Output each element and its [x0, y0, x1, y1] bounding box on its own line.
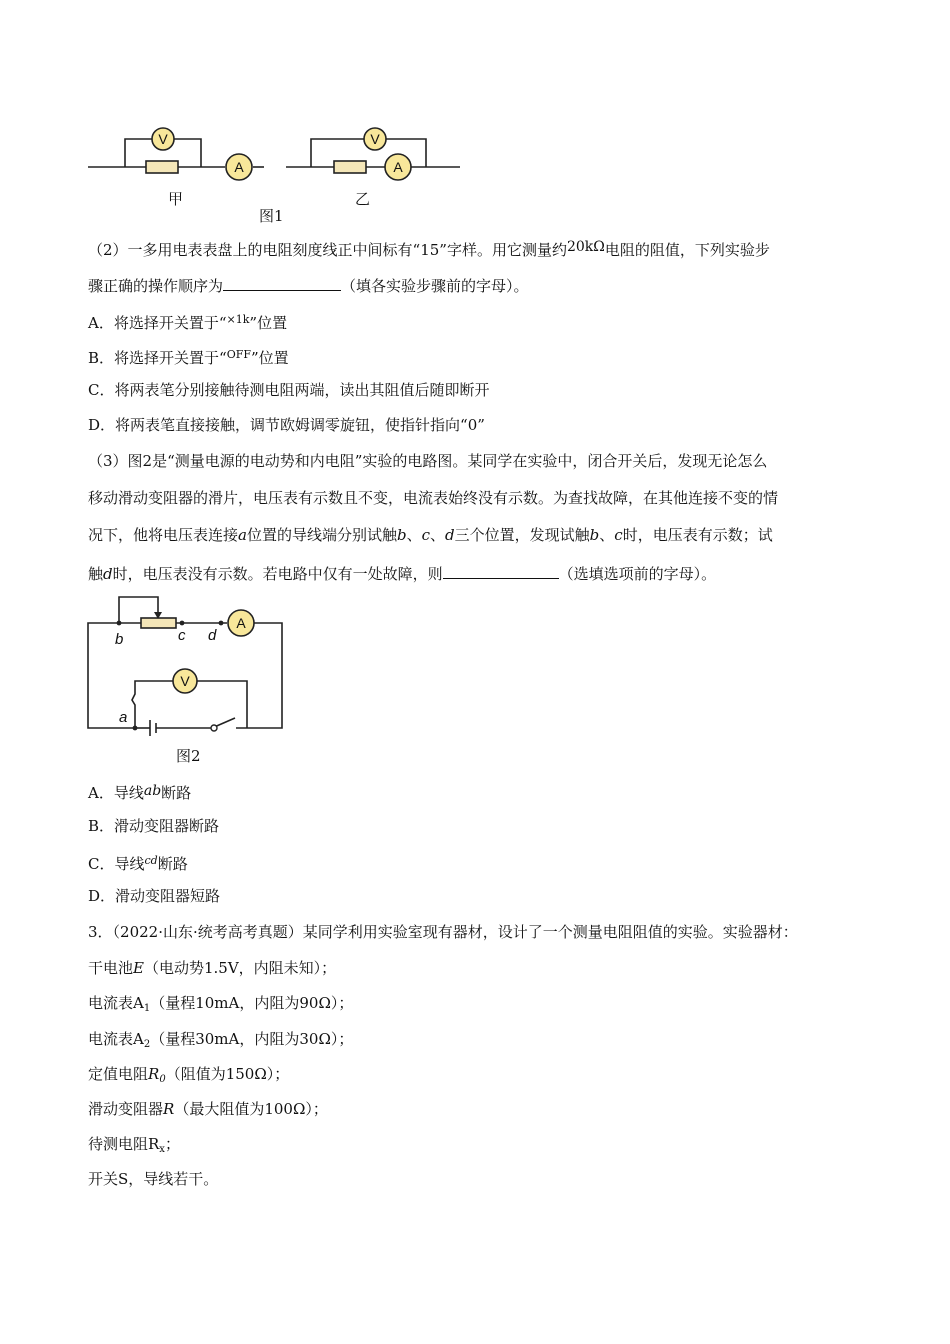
junction-d: [219, 621, 224, 626]
item-text: （量程10mA，内阻为90Ω）；: [150, 994, 354, 1012]
stem-text: 触: [88, 565, 104, 583]
q3-answer-blank[interactable]: [443, 562, 559, 579]
q2-option-a: [88, 310, 287, 333]
ammeter-label: A: [234, 159, 244, 175]
option-variable: ab: [143, 783, 162, 799]
point-b: b: [396, 526, 407, 544]
item-text: 电流表A: [88, 994, 144, 1012]
point-c: c: [421, 526, 431, 544]
figure-2-circuit: [80, 590, 300, 740]
q2-stem-text: 电阻的阻值，下列实验步: [604, 241, 770, 259]
point-d: d: [103, 565, 113, 583]
stem-text: 位置的导线端分别试触: [246, 526, 397, 544]
item-subscript: 1: [143, 1003, 151, 1014]
q2-stem-text: （填各实验步骤前的字母）。: [341, 277, 529, 295]
item-text: （阻值为150Ω）；: [165, 1065, 290, 1083]
q4-title: 3．（2022·山东·统考高考真题）某同学利用实验室现有器材，设计了一个测量电阻阻值的实验。实验器材：: [88, 923, 798, 941]
item-text: （量程30mA，内阻为30Ω）；: [150, 1030, 354, 1048]
item-text: 定值电阻: [88, 1065, 149, 1083]
item-text: （最大阻值为100Ω）；: [174, 1100, 328, 1118]
junction-b: [117, 621, 122, 626]
item-text: 滑动变阻器: [88, 1100, 164, 1118]
item-symbol: E: [133, 959, 144, 977]
stem-text: 况下，他将电压表连接: [88, 526, 239, 544]
item-symbol: R: [148, 1065, 160, 1083]
q4-item-battery: [88, 958, 336, 978]
option-text: ”位置: [249, 314, 288, 332]
q3-option-d: D．滑动变阻器短路: [88, 887, 221, 905]
label-yi: 乙: [355, 190, 371, 208]
q2-option-d: D．将两表笔直接接触，调节欧姆调零旋钮，使指针指向“0”: [88, 416, 485, 434]
stem-text: 时，电压表有示数；试: [622, 526, 773, 544]
point-d: d: [445, 526, 455, 544]
q3-stem-line-2: 移动滑动变阻器的滑片，电压表有示数且不变，电流表始终没有示数。为查找故障，在其他连接不变的情: [88, 489, 779, 507]
q3-option-b: B．滑动变阻器断路: [88, 817, 220, 835]
ammeter-label: A: [393, 159, 403, 175]
q4-item-rheostat: [88, 1099, 328, 1119]
figure-2-caption: 图2: [176, 747, 201, 765]
item-subscript: 0: [159, 1074, 166, 1085]
point-b: b: [589, 526, 600, 544]
stem-text: 时，电压表没有示数。若电路中仅有一处故障，则: [112, 565, 443, 583]
option-text: 断路: [161, 784, 192, 802]
option-variable: cd: [144, 854, 158, 867]
item-text: 电流表A: [88, 1030, 144, 1048]
junction-a: [133, 726, 138, 731]
option-text: C．导线: [88, 855, 145, 873]
point-c: c: [614, 526, 623, 544]
voltmeter-label: V: [180, 673, 190, 689]
switch-pivot: [211, 725, 217, 731]
item-text: 干电池: [88, 959, 134, 977]
figure-1-circuits: [80, 118, 480, 218]
resistor-yi: [334, 161, 366, 173]
ammeter-label: A: [236, 615, 246, 631]
item-text: 待测电阻R: [88, 1135, 160, 1153]
option-text: ”位置: [251, 349, 289, 367]
option-text: 断路: [157, 855, 188, 873]
q4-item-ammeter-a2: [88, 1029, 353, 1055]
q2-stem-text: 骤正确的操作顺序为: [88, 277, 224, 295]
q3-stem-line-1: （3）图2是“测量电源的电动势和内电阻”实验的电路图。某同学在实验中，闭合开关后，发现无论怎么: [88, 452, 768, 470]
voltmeter-label: V: [370, 131, 380, 147]
q4-item-unknown-resistor: [88, 1134, 180, 1160]
q2-option-b: [88, 345, 289, 368]
rheostat: [141, 618, 176, 628]
option-text: B．将选择开关置于“: [88, 349, 227, 367]
label-c: c: [178, 627, 186, 644]
q3-option-a: [88, 781, 191, 803]
q2-resistance-value: 20kΩ: [566, 239, 605, 255]
option-text: A．导线: [88, 784, 144, 802]
q2-stem-text: （2）一多用电表表盘上的电阻刻度线正中间标有“15”字样。用它测量约: [88, 241, 567, 259]
q2-stem-line-2: [88, 274, 529, 296]
item-symbol: R: [163, 1100, 175, 1118]
label-d: d: [208, 627, 217, 644]
label-b: b: [115, 631, 124, 648]
q4-item-ammeter-a1: [88, 993, 353, 1019]
option-setting: ×1k: [226, 313, 250, 326]
voltmeter-label: V: [158, 131, 168, 147]
point-a: a: [238, 526, 247, 544]
q2-answer-blank[interactable]: [223, 274, 341, 291]
resistor-jia: [146, 161, 178, 173]
q2-option-c: C．将两表笔分别接触待测电阻两端，读出其阻值后随即断开: [88, 381, 490, 399]
figure-1-caption: 图1: [259, 207, 284, 225]
stem-text: （选填选项前的字母）。: [558, 565, 717, 583]
q4-item-fixed-resistor: [88, 1064, 289, 1090]
stem-text: 、: [406, 526, 422, 544]
stem-text: 、: [599, 526, 615, 544]
q3-stem-line-3: [88, 525, 773, 545]
label-a: a: [119, 709, 128, 726]
item-text: ；: [164, 1135, 180, 1153]
label-jia: 甲: [168, 190, 184, 208]
junction-c: [180, 621, 185, 626]
stem-text: 三个位置，发现试触: [454, 526, 590, 544]
q3-stem-line-4: [88, 562, 716, 584]
stem-text: 、: [430, 526, 446, 544]
item-subscript: x: [159, 1144, 165, 1155]
option-setting: OFF: [226, 348, 251, 361]
q4-item-switch: 开关S，导线若干。: [88, 1170, 219, 1188]
q3-option-c: [88, 851, 188, 874]
item-text: （电动势1.5V，内阻未知）；: [143, 959, 337, 977]
item-subscript: 2: [143, 1039, 151, 1050]
q2-stem-line-1: [88, 237, 770, 260]
option-text: A．将选择开关置于“: [88, 314, 227, 332]
